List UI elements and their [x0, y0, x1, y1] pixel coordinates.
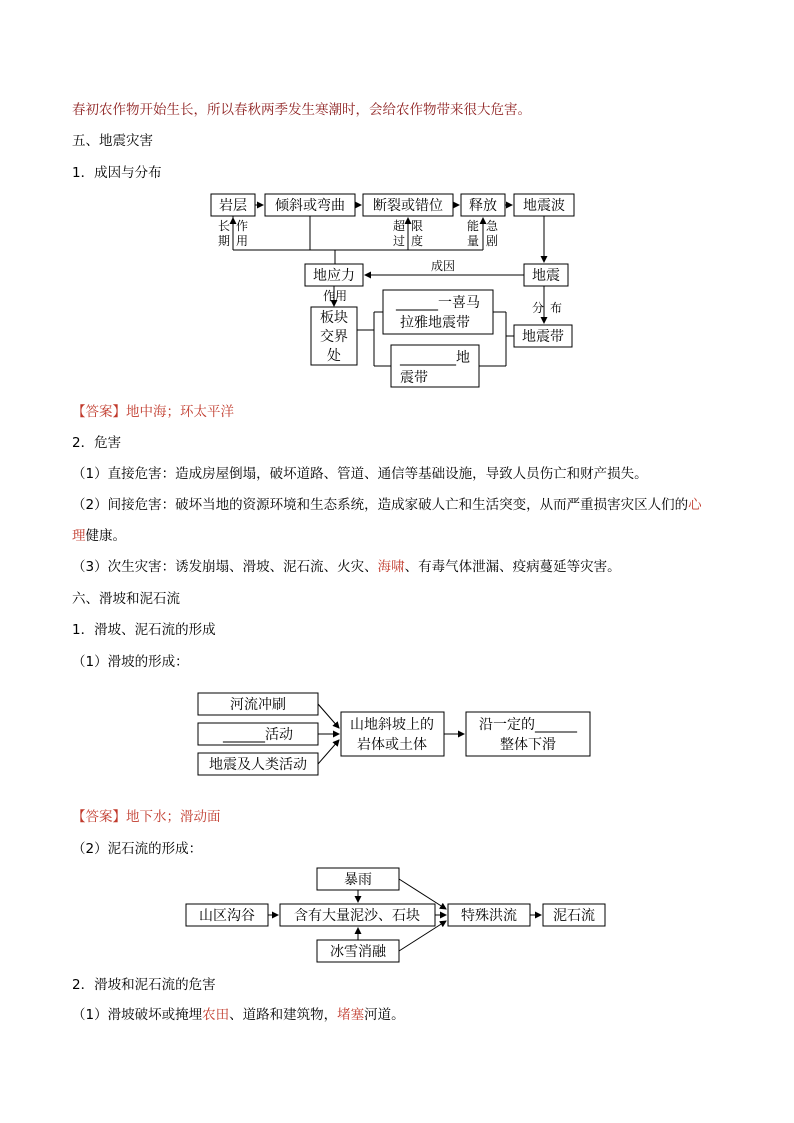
section5-sub1: 1．成因与分布: [72, 165, 162, 181]
svg-text:用: 用: [236, 234, 249, 248]
svg-text:能: 能: [467, 219, 480, 233]
section5-sub2: 2．危害: [72, 435, 122, 451]
svg-text:河流冲刷: 河流冲刷: [230, 697, 286, 713]
svg-text:暴雨: 暴雨: [344, 872, 372, 888]
harm-landslide: （1）滑坡破坏或掩埋农田、道路和建筑物，堵塞河道。: [72, 1007, 405, 1023]
section6-heading: 六、滑坡和泥石流: [72, 591, 180, 607]
svg-text:交界: 交界: [320, 329, 348, 345]
box-rock-label: 岩层: [219, 198, 247, 214]
svg-text:作用: 作用: [322, 289, 348, 303]
svg-text:特殊洪流: 特殊洪流: [461, 908, 517, 924]
svg-text:岩体或土体: 岩体或土体: [357, 737, 427, 753]
box-wave-label: 地震波: [523, 198, 565, 214]
svg-text:超: 超: [393, 219, 406, 233]
svg-text:量: 量: [467, 234, 480, 248]
box-quake-label: 地震: [532, 268, 560, 284]
answer-line-2: 【答案】地下水；滑动面: [72, 809, 221, 825]
box-fault-label: 断裂或错位: [373, 198, 443, 214]
svg-text:拉雅地震带: 拉雅地震带: [400, 315, 470, 331]
section6-sub2: 2．滑坡和泥石流的危害: [72, 977, 216, 993]
svg-text:作: 作: [236, 219, 249, 233]
section5-heading: 五、地震灾害: [72, 133, 153, 149]
svg-text:震带: 震带: [400, 370, 428, 386]
harm-secondary: （3）次生灾害：诱发崩塌、滑坡、泥石流、火灾、海啸、有毒气体泄漏、疫病蔓延等灾害。: [72, 559, 621, 575]
svg-text:______一喜马: ______一喜马: [396, 295, 480, 311]
svg-text:限: 限: [411, 219, 424, 233]
svg-text:________地: ________地: [400, 350, 470, 366]
svg-text:期: 期: [218, 234, 231, 248]
svg-text:山区沟谷: 山区沟谷: [199, 908, 255, 924]
svg-text:急: 急: [486, 219, 499, 233]
svg-text:过: 过: [393, 234, 406, 248]
svg-text:冰雪消融: 冰雪消融: [330, 944, 386, 960]
svg-text:处: 处: [327, 348, 341, 364]
svg-text:______活动: ______活动: [223, 727, 293, 743]
intro-line: 春初农作物开始生长，所以春秋两季发生寒潮时，会给农作物带来很大危害。: [72, 102, 531, 118]
harm-direct: （1）直接危害：造成房屋倒塌，破坏道路、管道、通信等基础设施，导致人员伤亡和财产损失。: [72, 466, 648, 482]
svg-text:整体下滑: 整体下滑: [500, 737, 556, 753]
svg-text:成因: 成因: [430, 259, 456, 273]
section6-sub1: 1．滑坡、泥石流的形成: [72, 622, 216, 638]
svg-text:剧: 剧: [486, 234, 499, 248]
box-release-label: 释放: [469, 198, 497, 214]
svg-text:山地斜坡上的: 山地斜坡上的: [350, 717, 434, 733]
debris-title: （2）泥石流的形成：: [72, 841, 203, 857]
harm-indirect: （2）间接危害：破坏当地的资源环境和生态系统，造成家破人亡和生活突变，从而严重损害灾区人们的心: [72, 497, 702, 513]
svg-text:布: 布: [550, 301, 563, 315]
box-belt-label: 地震带: [522, 329, 564, 345]
svg-text:板块: 板块: [320, 310, 348, 326]
landslide-title: （1）滑坡的形成：: [72, 654, 189, 670]
svg-text:长: 长: [218, 219, 231, 233]
svg-text:度: 度: [411, 234, 424, 248]
box-stress-label: 地应力: [313, 268, 355, 284]
harm-indirect-cont: 理健康。: [72, 528, 126, 544]
svg-text:沿一定的______: 沿一定的______: [479, 717, 577, 733]
svg-text:含有大量泥沙、石块: 含有大量泥沙、石块: [294, 908, 420, 924]
box-tilt-label: 倾斜或弯曲: [275, 198, 345, 214]
svg-text:分: 分: [532, 301, 545, 315]
svg-text:地震及人类活动: 地震及人类活动: [209, 757, 307, 773]
svg-text:泥石流: 泥石流: [553, 908, 595, 924]
answer-line-1: 【答案】地中海；环太平洋: [72, 404, 234, 420]
